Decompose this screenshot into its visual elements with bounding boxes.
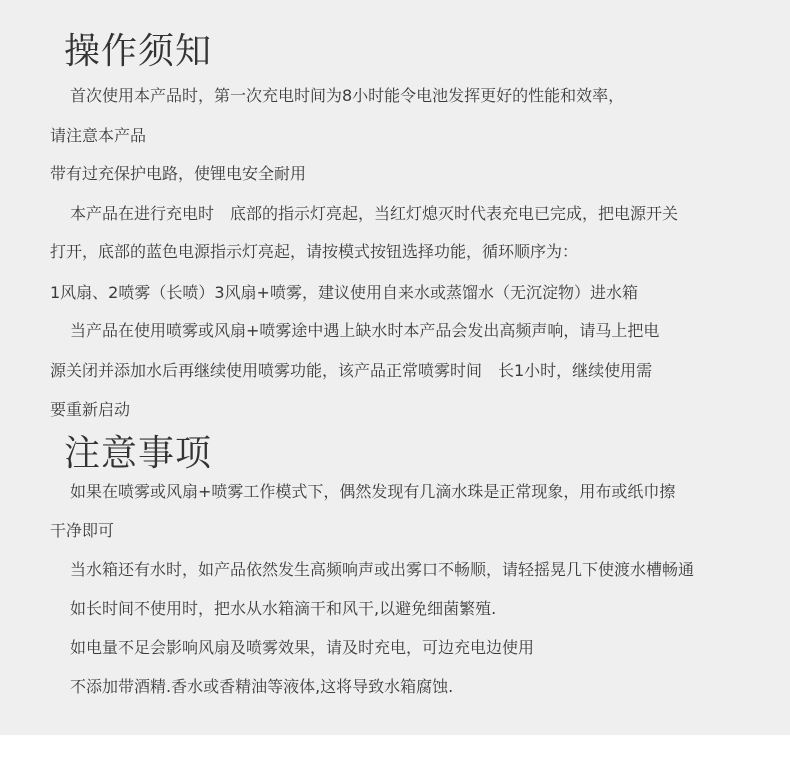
text-line: 当产品在使用喷雾或风扇+喷雾途中遇上缺水时本产品会发出高频声响，请马上把电 (70, 321, 660, 340)
text-line: 当水箱还有水时，如产品依然发生高频响声或出雾口不畅顺，请轻摇晃几下使渡水槽畅通 (70, 560, 695, 579)
text-line: 如果在喷雾或风扇+喷雾工作模式下，偶然发现有几滴水珠是正常现象，用布或纸巾擦 (70, 482, 676, 501)
text-line: 要重新启动 (50, 400, 131, 419)
text-line: 如长时间不使用时，把水从水箱滴干和风干,以避免细菌繁殖. (70, 599, 497, 618)
text-line: 首次使用本产品时，第一次充电时间为8小时能令电池发挥更好的性能和效率， (70, 86, 625, 105)
text-line: 1风扇、2喷雾（长喷）3风扇+喷雾，建议使用自来水或蒸馏水（无沉淀物）进水箱 (50, 283, 638, 302)
text-line: 源关闭并添加水后再继续使用喷雾功能，该产品正常喷雾时间 长1小时，继续使用需 (50, 361, 653, 380)
text-line: 不添加带酒精.香水或香精油等液体,这将导致水箱腐蚀. (70, 677, 454, 696)
section-title-precautions: 注意事项 (64, 433, 213, 474)
text-line: 带有过充保护电路，使锂电安全耐用 (50, 164, 307, 183)
text-line: 干净即可 (50, 521, 115, 540)
section-title-operation: 操作须知 (64, 31, 213, 72)
text-line: 本产品在进行充电时 底部的指示灯亮起，当红灯熄灭时代表充电已完成，把电源开关 (70, 204, 679, 223)
text-line: 打开，底部的蓝色电源指示灯亮起，请按模式按钮选择功能，循环顺序为： (50, 242, 579, 261)
text-line: 如电量不足会影响风扇及喷雾效果，请及时充电，可边充电边使用 (70, 638, 535, 657)
text-line: 请注意本产品 (50, 126, 147, 145)
